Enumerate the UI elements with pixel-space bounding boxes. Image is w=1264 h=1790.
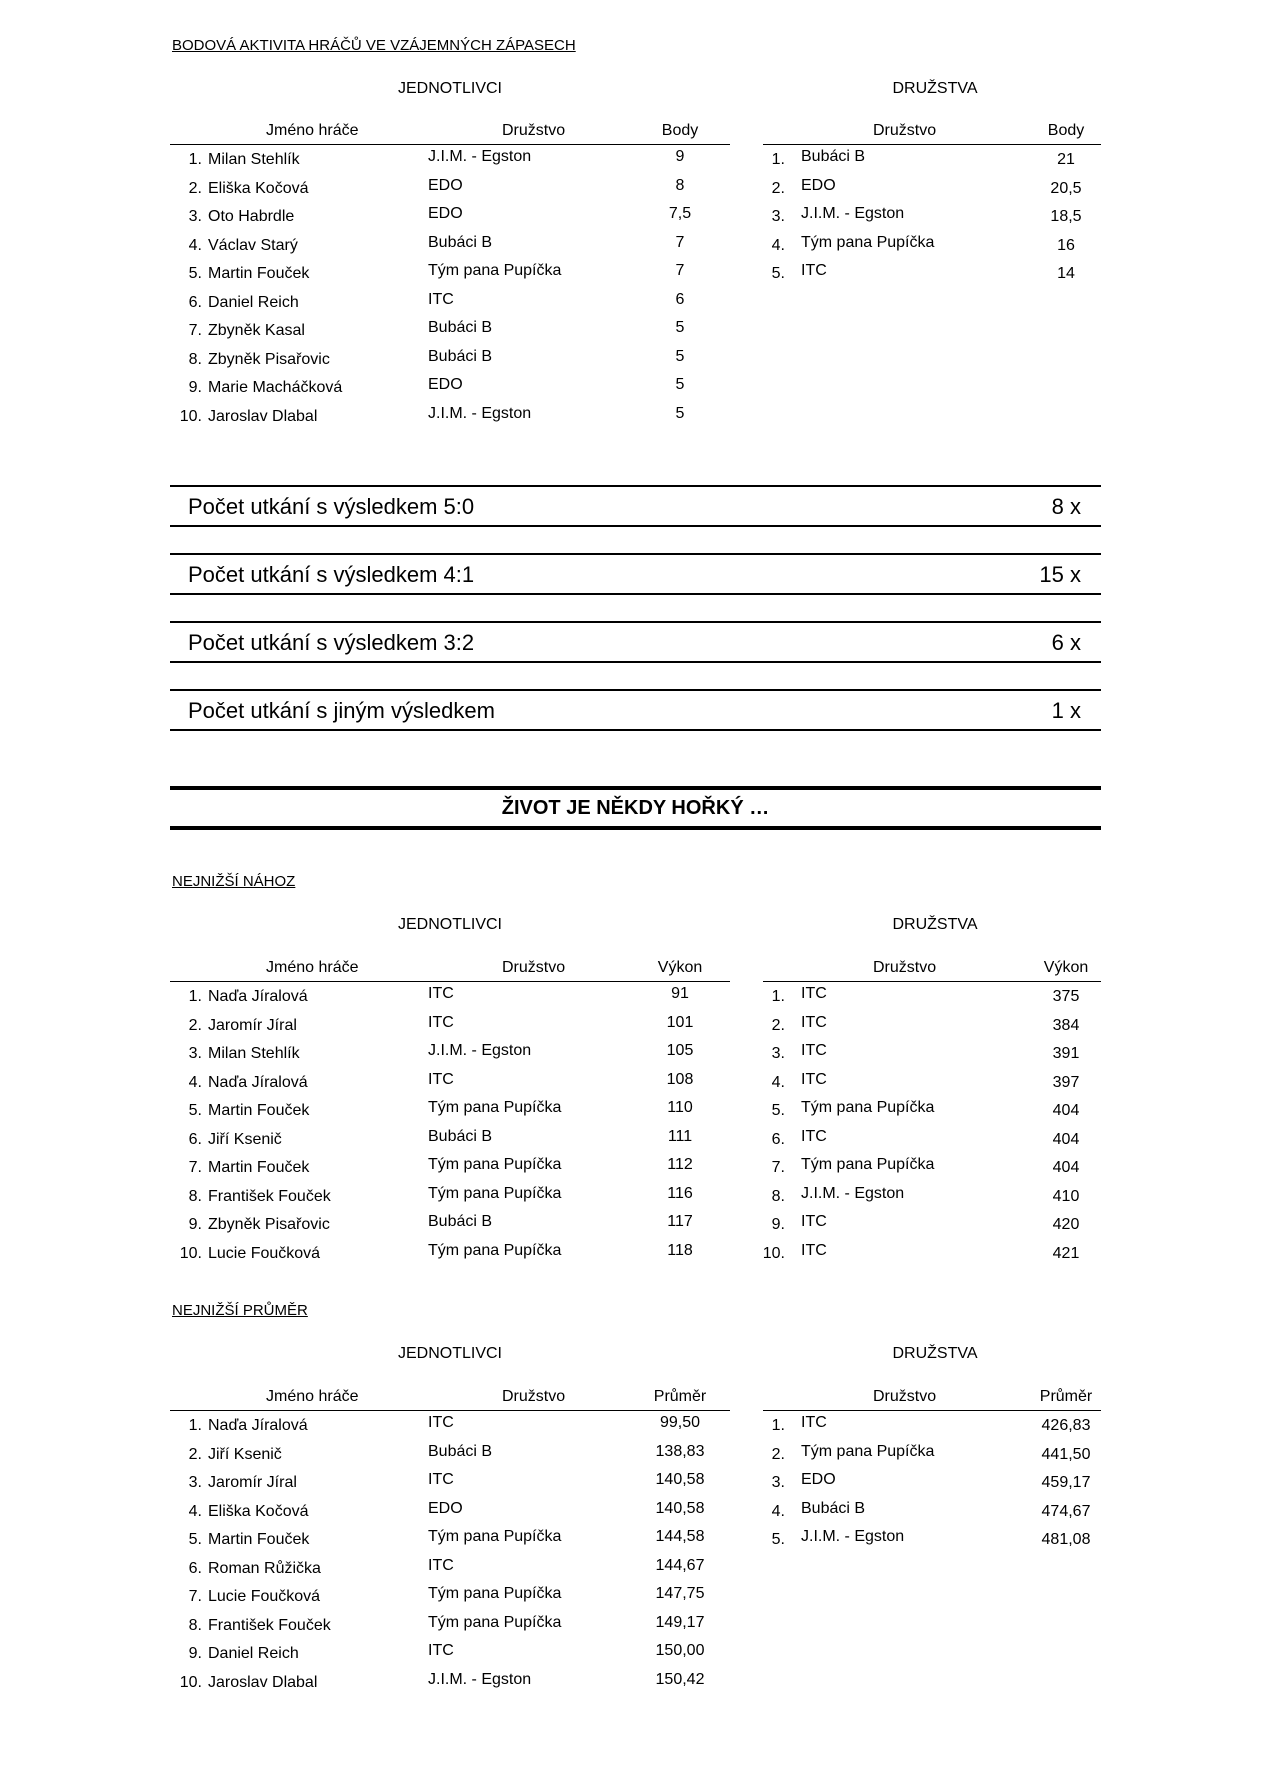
- table-row: [170, 1211, 730, 1239]
- team-name: Tým pana Pupíčka: [801, 1099, 935, 1116]
- table-row: [170, 1640, 730, 1668]
- result-label: Počet utkání s výsledkem 4:1: [188, 562, 475, 587]
- row-rank: 8.: [188, 1187, 202, 1205]
- row-rank: 4.: [771, 1073, 785, 1091]
- team-name: Bubáci B: [428, 1213, 493, 1230]
- row-value: 7,5: [668, 205, 692, 222]
- row-rank: 8.: [188, 350, 202, 368]
- player-name: Lucie Foučková: [208, 1588, 321, 1605]
- team-name: Tým pana Pupíčka: [428, 1241, 562, 1259]
- table-row: [763, 146, 1101, 174]
- player-name: Naďa Jíralová: [208, 1073, 308, 1091]
- table-row: [763, 1498, 1101, 1526]
- row-value: 116: [667, 1184, 693, 1202]
- team-name: Tým pana Pupíčka: [428, 1184, 562, 1202]
- header-value: Průměr: [1039, 1388, 1093, 1405]
- header-team: Družstvo: [873, 959, 937, 976]
- player-name: Daniel Reich: [208, 1645, 299, 1662]
- player-name: Zbyněk Kasal: [208, 322, 305, 339]
- player-name: Martin Fouček: [208, 1531, 310, 1548]
- row-rank: 2.: [771, 1445, 785, 1463]
- header-team: Družstvo: [502, 1388, 566, 1405]
- row-value: 112: [667, 1156, 693, 1173]
- row-value: 404: [1052, 1102, 1080, 1119]
- team-name: Bubáci B: [428, 319, 493, 336]
- row-rank: 5.: [771, 1102, 785, 1119]
- row-rank: 3.: [188, 1045, 202, 1062]
- player-name: Milan Stehlík: [208, 151, 300, 168]
- table-row: [763, 1441, 1101, 1469]
- row-value: 111: [667, 1127, 693, 1145]
- section-title-lowest-throw: NEJNIŽŠÍ NÁHOZ: [172, 873, 296, 890]
- row-rank: 1.: [188, 988, 202, 1005]
- table-row: [170, 1498, 730, 1526]
- player-name: Jiří Ksenič: [208, 1130, 282, 1148]
- row-value: 20,5: [1050, 179, 1082, 197]
- table-row: [170, 289, 730, 317]
- row-value: 144,58: [655, 1528, 705, 1545]
- header-team: Družstvo: [502, 959, 566, 976]
- row-value: 404: [1052, 1130, 1080, 1148]
- table-row: [763, 1412, 1101, 1440]
- individuals-title: JEDNOTLIVCI: [397, 80, 502, 97]
- row-rank: 6.: [188, 1559, 202, 1577]
- team-name: J.I.M. - Egston: [428, 148, 532, 165]
- row-rank: 6.: [188, 1130, 202, 1148]
- team-name: EDO: [428, 176, 463, 194]
- team-name: Bubáci B: [801, 1499, 866, 1517]
- table-row: [170, 1469, 730, 1497]
- table-row: [763, 1183, 1101, 1211]
- row-value: 117: [667, 1213, 693, 1230]
- table-row: [170, 1040, 730, 1068]
- table-row: [170, 1441, 730, 1469]
- row-value: 7: [675, 262, 685, 279]
- table-row: [170, 1097, 730, 1125]
- row-value: 99,50: [659, 1414, 701, 1431]
- player-name: Jaromír Jíral: [208, 1474, 297, 1491]
- row-rank: 2.: [771, 179, 785, 197]
- row-value: 140,58: [655, 1471, 705, 1488]
- team-name: Bubáci B: [428, 347, 493, 365]
- individuals-title: JEDNOTLIVCI: [397, 916, 502, 933]
- row-value: 5: [675, 404, 685, 422]
- row-rank: 1.: [771, 151, 785, 168]
- row-rank: 5.: [188, 1531, 202, 1548]
- row-value: 18,5: [1050, 208, 1082, 225]
- header-team: Družstvo: [873, 1388, 937, 1405]
- row-rank: 5.: [771, 1531, 785, 1548]
- header-name: Jméno hráče: [266, 1388, 359, 1405]
- row-rank: 3.: [771, 1474, 785, 1491]
- team-name: ITC: [428, 1070, 454, 1088]
- row-value: 110: [667, 1099, 693, 1116]
- table-row: [170, 1069, 730, 1097]
- player-name: Milan Stehlík: [208, 1045, 300, 1062]
- player-name: Martin Fouček: [208, 1102, 310, 1119]
- team-name: Tým pana Pupíčka: [801, 1156, 935, 1173]
- team-name: Tým pana Pupíčka: [428, 1585, 562, 1602]
- team-name: ITC: [801, 1042, 827, 1059]
- table-row: [763, 232, 1101, 260]
- table-row: [170, 1412, 730, 1440]
- team-name: ITC: [801, 1013, 827, 1031]
- team-name: Bubáci B: [428, 1442, 493, 1460]
- row-rank: 3.: [771, 1045, 785, 1062]
- team-name: ITC: [801, 1127, 827, 1145]
- row-rank: 4.: [188, 1073, 202, 1091]
- table-header: [170, 116, 730, 145]
- result-label: Počet utkání s výsledkem 3:2: [188, 630, 475, 655]
- row-rank: 5.: [771, 265, 785, 282]
- team-name: ITC: [428, 290, 454, 308]
- row-rank: 2.: [188, 1445, 202, 1463]
- row-value: 7: [675, 233, 685, 251]
- team-name: J.I.M. - Egston: [801, 1528, 905, 1545]
- row-value: 5: [675, 319, 685, 336]
- result-count: 15 x: [1039, 562, 1081, 587]
- header-value: Body: [661, 122, 699, 139]
- row-value: 6: [675, 290, 685, 308]
- table-row: [170, 983, 730, 1011]
- row-rank: 7.: [188, 1588, 202, 1605]
- team-name: Bubáci B: [428, 1127, 493, 1145]
- player-name: Marie Macháčková: [208, 379, 343, 396]
- table-row: [170, 1555, 730, 1583]
- row-rank: 6.: [771, 1130, 785, 1148]
- table-row: [170, 317, 730, 345]
- row-rank: 10.: [762, 1244, 785, 1262]
- player-name: Martin Fouček: [208, 1159, 310, 1176]
- team-name: J.I.M. - Egston: [428, 1042, 532, 1059]
- team-name: Tým pana Pupíčka: [428, 262, 562, 279]
- result-label: Počet utkání s jiným výsledkem: [188, 698, 495, 723]
- team-name: Tým pana Pupíčka: [428, 1613, 562, 1631]
- team-name: EDO: [801, 176, 836, 194]
- row-rank: 9.: [188, 1645, 202, 1662]
- team-name: J.I.M. - Egston: [801, 1184, 905, 1202]
- header-value: Výkon: [657, 959, 703, 976]
- table-row: [170, 260, 730, 288]
- team-name: ITC: [801, 1070, 827, 1088]
- result-bar: [170, 553, 1101, 595]
- result-count: 6 x: [1051, 630, 1081, 655]
- table-row: [170, 1012, 730, 1040]
- player-name: Naďa Jíralová: [208, 1417, 308, 1434]
- table-row: [763, 260, 1101, 288]
- team-name: ITC: [801, 1241, 827, 1259]
- row-value: 149,17: [655, 1613, 705, 1631]
- row-rank: 1.: [771, 988, 785, 1005]
- row-rank: 10.: [179, 407, 202, 425]
- player-name: Oto Habrdle: [208, 208, 295, 225]
- row-rank: 9.: [188, 379, 202, 396]
- table-row: [170, 346, 730, 374]
- table-row: [170, 1240, 730, 1268]
- lowest-average-teams-table: [763, 1382, 1101, 1702]
- team-name: J.I.M. - Egston: [801, 205, 905, 222]
- section-title-points: BODOVÁ AKTIVITA HRÁČŮ VE VZÁJEMNÝCH ZÁPASECH: [172, 37, 576, 54]
- row-value: 21: [1057, 151, 1075, 168]
- table-row: [763, 1154, 1101, 1182]
- row-rank: 10.: [179, 1673, 202, 1691]
- teams-title: DRUŽSTVA: [892, 80, 978, 97]
- points-teams-table: [763, 116, 1101, 436]
- table-row: [763, 1469, 1101, 1497]
- row-value: 101: [666, 1013, 694, 1031]
- table-header: [763, 116, 1101, 145]
- lowest-throw-individuals-table: [170, 953, 730, 1273]
- row-rank: 5.: [188, 1102, 202, 1119]
- row-rank: 4.: [771, 1502, 785, 1520]
- player-name: Daniel Reich: [208, 293, 299, 311]
- row-value: 138,83: [655, 1442, 705, 1460]
- result-bar: [170, 621, 1101, 663]
- row-value: 474,67: [1041, 1502, 1091, 1520]
- player-name: Jaroslav Dlabal: [208, 1673, 318, 1691]
- team-name: Bubáci B: [801, 148, 866, 165]
- row-rank: 7.: [771, 1159, 785, 1176]
- row-value: 9: [675, 148, 685, 165]
- team-name: EDO: [428, 376, 463, 393]
- player-name: Naďa Jíralová: [208, 988, 308, 1005]
- header-team: Družstvo: [873, 122, 937, 139]
- row-value: 5: [675, 376, 685, 393]
- team-name: Tým pana Pupíčka: [428, 1528, 562, 1545]
- team-name: Bubáci B: [428, 233, 493, 251]
- player-name: Eliška Kočová: [208, 179, 309, 197]
- result-count: 8 x: [1051, 494, 1081, 519]
- row-rank: 4.: [771, 236, 785, 254]
- table-row: [170, 1154, 730, 1182]
- row-value: 150,42: [655, 1670, 705, 1688]
- row-rank: 2.: [188, 179, 202, 197]
- row-rank: 5.: [188, 265, 202, 282]
- table-header: [170, 953, 730, 982]
- row-value: 391: [1052, 1045, 1080, 1062]
- banner: ŽIVOT JE NĚKDY HOŘKÝ …: [170, 786, 1101, 830]
- row-value: 150,00: [655, 1642, 705, 1659]
- row-rank: 7.: [188, 322, 202, 339]
- table-header: [763, 1382, 1101, 1411]
- row-value: 16: [1057, 236, 1075, 254]
- team-name: ITC: [428, 985, 454, 1002]
- row-rank: 9.: [771, 1216, 785, 1233]
- table-row: [170, 146, 730, 174]
- row-rank: 3.: [188, 1474, 202, 1491]
- player-name: František Fouček: [208, 1187, 331, 1205]
- row-value: 375: [1052, 988, 1080, 1005]
- team-name: Tým pana Pupíčka: [428, 1156, 562, 1173]
- row-value: 14: [1057, 265, 1075, 282]
- team-name: J.I.M. - Egston: [428, 404, 532, 422]
- row-rank: 1.: [188, 151, 202, 168]
- row-rank: 10.: [179, 1244, 202, 1262]
- player-name: Lucie Foučková: [208, 1244, 321, 1262]
- table-row: [170, 232, 730, 260]
- team-name: Tým pana Pupíčka: [801, 1442, 935, 1460]
- player-name: Roman Růžička: [208, 1559, 321, 1577]
- row-value: 144,67: [655, 1556, 705, 1574]
- player-name: Jiří Ksenič: [208, 1445, 282, 1463]
- result-label: Počet utkání s výsledkem 5:0: [188, 494, 475, 519]
- result-bar: [170, 485, 1101, 527]
- table-row: [170, 1669, 730, 1697]
- result-bar: [170, 689, 1101, 731]
- table-row: [763, 1040, 1101, 1068]
- row-rank: 3.: [188, 208, 202, 225]
- table-row: [763, 175, 1101, 203]
- table-header: [170, 1382, 730, 1411]
- row-value: 420: [1052, 1216, 1080, 1233]
- player-name: František Fouček: [208, 1616, 331, 1634]
- header-value: Výkon: [1043, 959, 1089, 976]
- row-value: 147,75: [655, 1585, 705, 1602]
- row-value: 397: [1052, 1073, 1080, 1091]
- team-name: EDO: [428, 1499, 463, 1517]
- row-value: 91: [671, 985, 689, 1002]
- row-value: 421: [1052, 1244, 1080, 1262]
- row-value: 404: [1052, 1159, 1080, 1176]
- row-rank: 1.: [771, 1417, 785, 1434]
- player-name: Jaroslav Dlabal: [208, 407, 318, 425]
- player-name: Martin Fouček: [208, 265, 310, 282]
- team-name: ITC: [428, 1414, 454, 1431]
- row-value: 5: [675, 347, 685, 365]
- header-value: Body: [1047, 122, 1085, 139]
- table-row: [170, 1612, 730, 1640]
- row-value: 459,17: [1041, 1474, 1091, 1491]
- points-individuals-table: [170, 116, 730, 436]
- row-value: 481,08: [1041, 1531, 1091, 1548]
- lowest-average-individuals-table: [170, 1382, 730, 1702]
- result-count: 1 x: [1051, 698, 1081, 723]
- player-name: Václav Starý: [208, 236, 298, 254]
- table-row: [763, 1012, 1101, 1040]
- lowest-throw-teams-table: [763, 953, 1101, 1273]
- team-name: J.I.M. - Egston: [428, 1670, 532, 1688]
- row-rank: 8.: [771, 1187, 785, 1205]
- row-value: 108: [666, 1070, 694, 1088]
- table-row: [170, 175, 730, 203]
- team-name: ITC: [801, 1213, 827, 1230]
- team-name: Tým pana Pupíčka: [428, 1099, 562, 1116]
- row-rank: 9.: [188, 1216, 202, 1233]
- team-name: EDO: [428, 205, 463, 222]
- row-value: 105: [666, 1042, 694, 1059]
- row-value: 410: [1052, 1187, 1080, 1205]
- team-name: ITC: [801, 985, 827, 1002]
- player-name: Zbyněk Pisařovic: [208, 1216, 330, 1233]
- row-rank: 4.: [188, 1502, 202, 1520]
- row-rank: 7.: [188, 1159, 202, 1176]
- row-value: 8: [675, 176, 685, 194]
- team-name: ITC: [428, 1556, 454, 1574]
- team-name: ITC: [428, 1642, 454, 1659]
- row-value: 426,83: [1041, 1417, 1091, 1434]
- team-name: Tým pana Pupíčka: [801, 233, 935, 251]
- player-name: Zbyněk Pisařovic: [208, 350, 330, 368]
- teams-title: DRUŽSTVA: [892, 1345, 978, 1362]
- section-title-lowest-average: NEJNIŽŠÍ PRŮMĚR: [172, 1302, 308, 1319]
- team-name: ITC: [428, 1471, 454, 1488]
- table-row: [170, 1526, 730, 1554]
- row-rank: 8.: [188, 1616, 202, 1634]
- team-name: EDO: [801, 1471, 836, 1488]
- table-row: [763, 1069, 1101, 1097]
- header-team: Družstvo: [502, 122, 566, 139]
- teams-title: DRUŽSTVA: [892, 916, 978, 933]
- row-value: 384: [1052, 1016, 1080, 1034]
- table-row: [763, 1240, 1101, 1268]
- player-name: Eliška Kočová: [208, 1502, 309, 1520]
- row-value: 118: [667, 1241, 693, 1259]
- table-row: [170, 1126, 730, 1154]
- table-row: [170, 203, 730, 231]
- row-rank: 2.: [771, 1016, 785, 1034]
- table-row: [763, 1097, 1101, 1125]
- table-row: [763, 203, 1101, 231]
- team-name: ITC: [428, 1013, 454, 1031]
- team-name: ITC: [801, 1414, 827, 1431]
- header-name: Jméno hráče: [266, 122, 359, 139]
- table-row: [170, 403, 730, 431]
- row-rank: 4.: [188, 236, 202, 254]
- table-row: [763, 983, 1101, 1011]
- header-value: Průměr: [653, 1388, 707, 1405]
- table-row: [170, 1583, 730, 1611]
- row-rank: 6.: [188, 293, 202, 311]
- team-name: ITC: [801, 262, 827, 279]
- table-row: [763, 1526, 1101, 1554]
- table-row: [170, 374, 730, 402]
- individuals-title: JEDNOTLIVCI: [397, 1345, 502, 1362]
- player-name: Jaromír Jíral: [208, 1016, 297, 1034]
- row-rank: 2.: [188, 1016, 202, 1034]
- table-header: [763, 953, 1101, 982]
- row-rank: 1.: [188, 1417, 202, 1434]
- row-value: 441,50: [1041, 1445, 1091, 1463]
- table-row: [763, 1126, 1101, 1154]
- table-row: [170, 1183, 730, 1211]
- table-row: [763, 1211, 1101, 1239]
- row-rank: 3.: [771, 208, 785, 225]
- row-value: 140,58: [655, 1499, 705, 1517]
- header-name: Jméno hráče: [266, 959, 359, 976]
